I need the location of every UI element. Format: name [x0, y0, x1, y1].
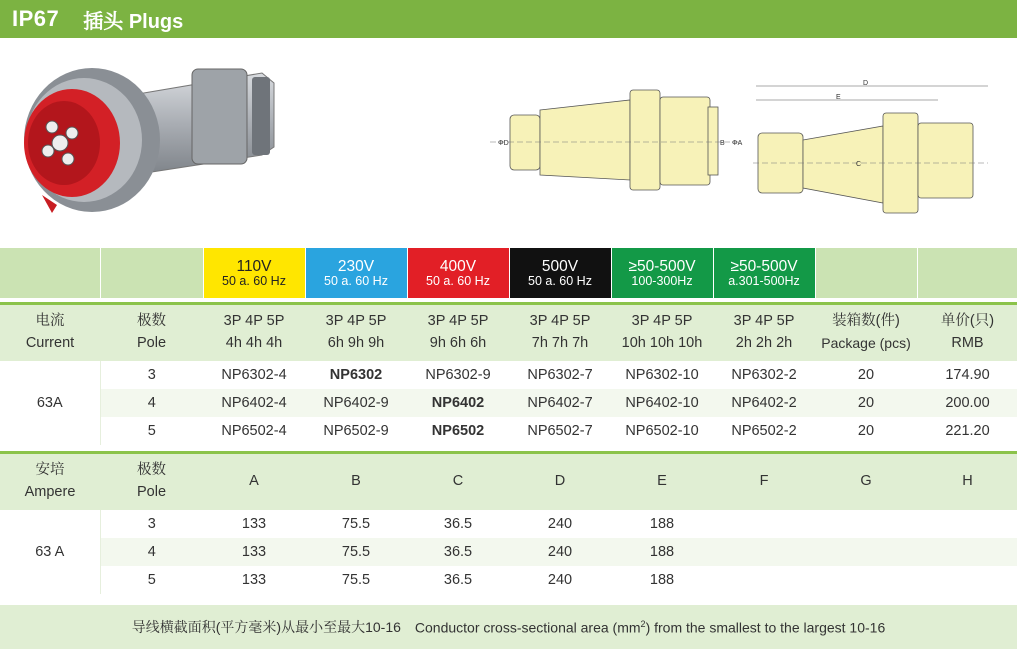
spacer	[0, 445, 100, 453]
blank-cell	[815, 248, 917, 298]
dimension-value	[815, 510, 917, 538]
blank-cell	[100, 248, 203, 298]
model-code: NP6302	[329, 367, 383, 383]
spec-table	[0, 248, 1017, 594]
dimension-header: A	[203, 453, 305, 511]
spacer	[713, 445, 815, 453]
footer-en: Conductor cross-sectional area $(mm^2)$ from the smallest to the largest 10-16	[414, 618, 886, 636]
model-code: NP6502-4	[221, 423, 287, 439]
price-cell: 200.00	[917, 389, 1017, 417]
dimension-value: 188	[649, 572, 675, 588]
model-code: NP6402-2	[713, 389, 815, 417]
footer-cn: 导线横截面积(平方毫米)从最小至最大10-16	[131, 619, 401, 635]
dim-label-d: ΦD	[498, 140, 509, 147]
dimension-value	[713, 510, 815, 538]
price-cell: 174.90	[945, 367, 990, 383]
dimension-value: 240	[547, 516, 573, 532]
model-code: NP6402-9	[305, 389, 407, 417]
dimension-value	[815, 538, 917, 566]
dimension-value: 36.5	[443, 516, 473, 532]
config-header: 3P 4P 5P 4h 4h 4h	[203, 304, 305, 362]
ampere-cell: 63 A	[0, 510, 100, 594]
dimension-value	[917, 566, 1017, 594]
side-drawing	[480, 85, 750, 195]
model-code: NP6402	[407, 389, 509, 417]
voltage-header: 110V 50 a. 60 Hz	[203, 248, 305, 298]
spacer	[100, 445, 203, 453]
voltage-header: 400V 50 a. 60 Hz	[407, 248, 509, 298]
config-header: 3P 4P 5P 10h 10h 10h	[611, 304, 713, 362]
model-code: NP6302-2	[731, 367, 797, 383]
model-code: NP6502-2	[731, 423, 797, 439]
dim-label-d2: D	[863, 80, 869, 87]
spacer	[917, 445, 1017, 453]
price-cell: 221.20	[945, 423, 990, 439]
dim-label-b: B	[720, 140, 725, 147]
voltage-header: 230V 50 a. 60 Hz	[305, 248, 407, 298]
model-code: NP6302-9	[425, 367, 491, 383]
package-header: 装箱数(件) Package (pcs)	[815, 304, 917, 362]
dimension-value: 75.5	[341, 516, 371, 532]
dim-label-a: ΦA	[732, 140, 743, 147]
blank-cell	[0, 248, 100, 298]
current-header: 电流 Current	[0, 304, 100, 362]
model-code: NP6402-7	[509, 389, 611, 417]
spacer	[611, 445, 713, 453]
blank-cell	[917, 248, 1017, 298]
pole-cell: 5	[147, 572, 156, 588]
package-cell: 20	[857, 423, 875, 439]
footer-note	[0, 605, 1017, 649]
package-cell: 20	[815, 389, 917, 417]
model-code: NP6302-10	[625, 367, 699, 383]
price-header: 单价(只) RMB	[917, 304, 1017, 362]
dim-label-c: C	[856, 161, 862, 168]
model-code: NP6302-7	[527, 367, 593, 383]
ip-rating: IP67	[12, 6, 60, 31]
config-header: 3P 4P 5P 9h 6h 6h	[407, 304, 509, 362]
dimension-value: 133	[203, 538, 305, 566]
model-code: NP6302-4	[221, 367, 287, 383]
model-code: NP6502-9	[323, 423, 389, 439]
voltage-header: ≥50-500V a.301-500Hz	[713, 248, 815, 298]
dimension-header: G	[815, 453, 917, 511]
config-header: 3P 4P 5P 7h 7h 7h	[509, 304, 611, 362]
pole-header: 极数 Pole	[100, 453, 203, 511]
voltage-header: ≥50-500V 100-300Hz	[611, 248, 713, 298]
dimension-header: C	[407, 453, 509, 511]
dimension-value: 36.5	[443, 572, 473, 588]
dimension-value	[713, 566, 815, 594]
dimension-value	[713, 538, 815, 566]
dimension-header: F	[713, 453, 815, 511]
spacer	[407, 445, 509, 453]
pole-cell: 5	[147, 423, 156, 439]
model-code: NP6502	[431, 423, 485, 439]
pole-cell: 4	[100, 538, 203, 566]
dimension-value	[917, 538, 1017, 566]
dimension-header: B	[305, 453, 407, 511]
dimension-value	[815, 566, 917, 594]
dimension-value: 75.5	[341, 572, 371, 588]
config-header: 3P 4P 5P 2h 2h 2h	[713, 304, 815, 362]
dimension-value: 188	[649, 516, 675, 532]
spacer	[815, 445, 917, 453]
pole-header: 极数 Pole	[100, 304, 203, 362]
voltage-header: 500V 50 a. 60 Hz	[509, 248, 611, 298]
plug-photo	[12, 55, 287, 230]
spacer	[305, 445, 407, 453]
model-code: NP6402-4	[203, 389, 305, 417]
config-header: 3P 4P 5P 6h 9h 9h	[305, 304, 407, 362]
ampere-header: 安培 Ampere	[0, 453, 100, 511]
pole-cell: 3	[147, 367, 156, 383]
top-drawing	[748, 78, 998, 218]
dimension-header: D	[509, 453, 611, 511]
dimension-value: 133	[241, 572, 267, 588]
dimension-header: H	[917, 453, 1017, 511]
model-code: NP6502-10	[625, 423, 699, 439]
dim-label-e: E	[836, 94, 841, 101]
model-code: NP6402-10	[611, 389, 713, 417]
dimension-header: E	[611, 453, 713, 511]
dimension-value: 36.5	[407, 538, 509, 566]
dimension-value: 240	[547, 572, 573, 588]
page-header	[0, 0, 1017, 38]
dimension-value: 240	[509, 538, 611, 566]
spacer	[203, 445, 305, 453]
model-code: NP6502-7	[527, 423, 593, 439]
package-cell: 20	[857, 367, 875, 383]
dimension-value: 188	[611, 538, 713, 566]
page-title: 插头 Plugs	[83, 10, 184, 33]
pole-cell: 3	[147, 516, 156, 532]
dimension-value: 133	[241, 516, 267, 532]
pole-cell: 4	[100, 389, 203, 417]
dimension-value	[917, 510, 1017, 538]
spacer	[509, 445, 611, 453]
dimension-value: 75.5	[305, 538, 407, 566]
ampere-cell: 63A	[0, 361, 100, 445]
